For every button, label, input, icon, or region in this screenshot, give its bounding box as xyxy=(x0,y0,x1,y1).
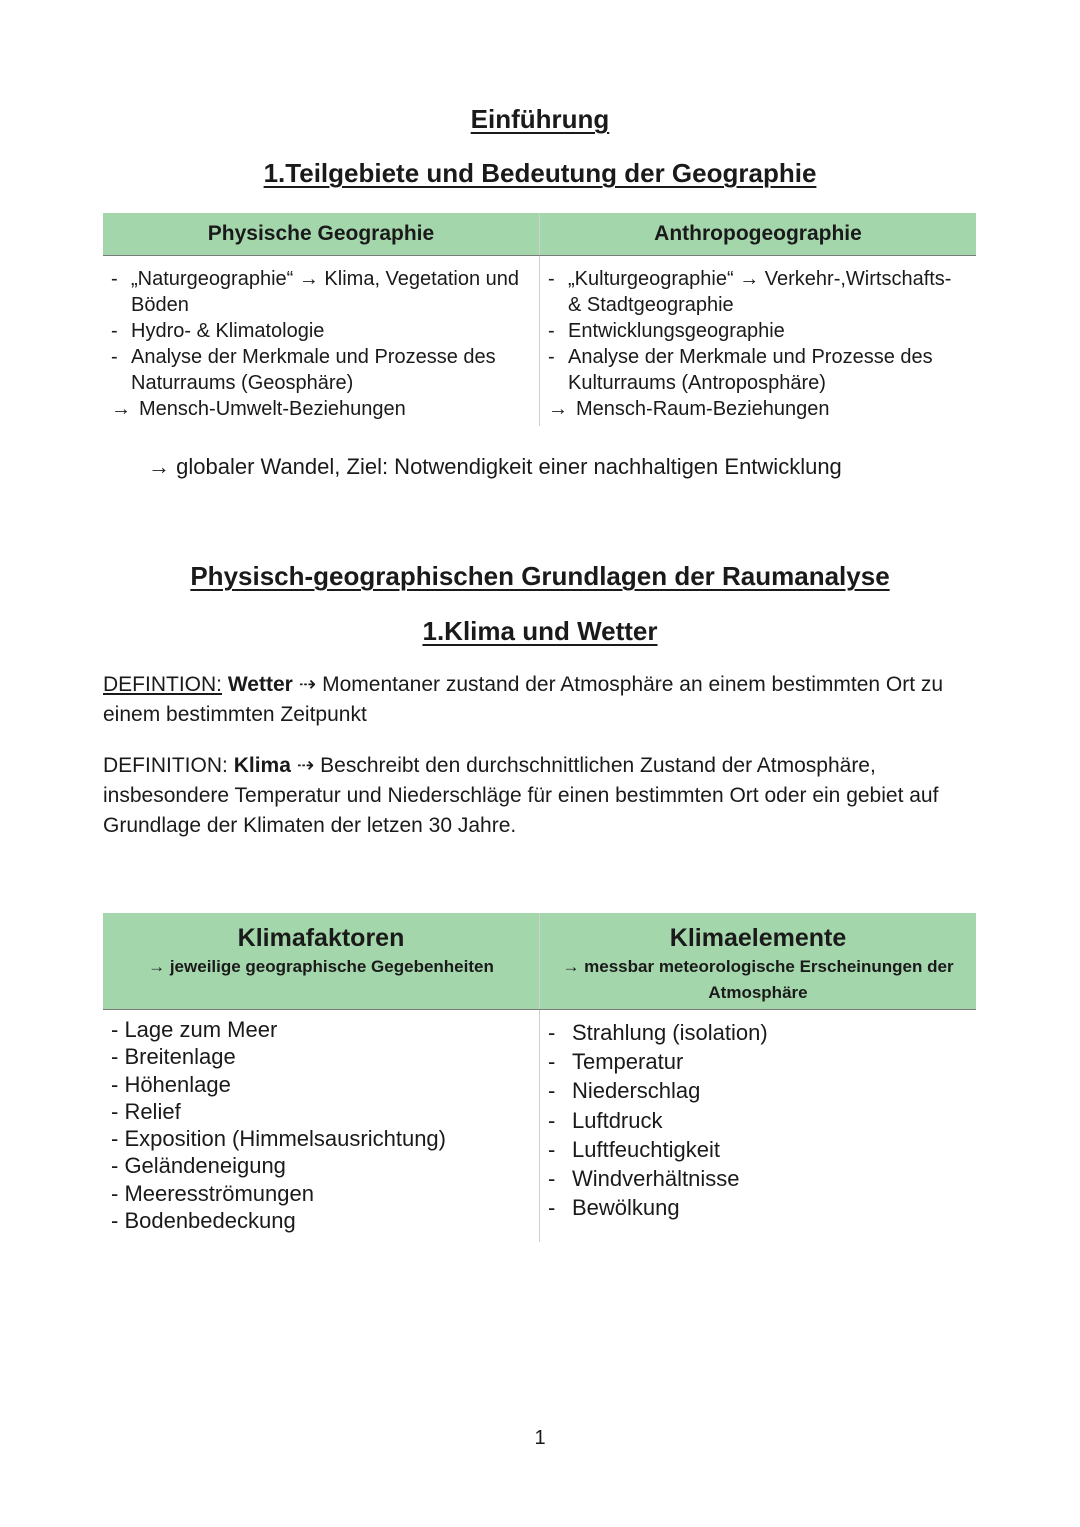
list-marker: - xyxy=(548,1166,556,1192)
anthropogeographie-cell xyxy=(540,256,977,427)
geography-branches-table xyxy=(103,213,976,426)
list-item-text: Analyse der Merkmale und Prozesse des Kulturraums (Antroposphäre) xyxy=(568,346,933,394)
list-item-text: „Naturgeographie“ → Klima, Vegetation und Böden xyxy=(131,268,520,316)
list-item-text: Temperatur xyxy=(572,1049,684,1075)
list-marker: - xyxy=(548,346,555,368)
page-title: Einführung xyxy=(470,104,610,134)
definition-klima xyxy=(103,751,983,841)
list-item xyxy=(548,1018,968,1047)
section-heading-raumanalyse: Physisch-geographischen Grundlagen der Raumanalyse xyxy=(190,561,890,591)
list-marker: - xyxy=(548,1195,556,1221)
list-item-text: Niederschlag xyxy=(572,1078,701,1104)
anthropogeographie-list xyxy=(540,256,976,426)
table-header-klimafaktoren xyxy=(103,913,540,1010)
list-item xyxy=(111,318,531,344)
table-header-anthropogeographie: Anthropogeographie xyxy=(540,213,977,256)
list-item xyxy=(548,1106,968,1135)
physische-geographie-cell xyxy=(103,256,540,427)
list-item xyxy=(548,1047,968,1076)
list-item-text: Luftfeuchtigkeit xyxy=(572,1136,720,1162)
list-item: - Bodenbedeckung xyxy=(111,1208,296,1234)
list-marker: - xyxy=(548,1136,556,1162)
definition-wetter xyxy=(103,670,983,730)
list-marker: - xyxy=(548,1078,556,1104)
list-marker: - xyxy=(111,346,118,368)
list-item xyxy=(548,1135,968,1164)
dotted-arrow-icon: ⇢ xyxy=(298,673,317,696)
arrow-icon: → xyxy=(111,398,131,420)
table-header-physische-geographie: Physische Geographie xyxy=(103,213,540,256)
list-item-text: Hydro- & Klimatologie xyxy=(131,320,325,342)
list-marker: - xyxy=(548,268,555,290)
list-item xyxy=(548,266,968,318)
list-item-text: Luftdruck xyxy=(572,1107,663,1133)
definition-text: Momentaner zustand der Atmosphäre an einem bestimmten Ort zu einem bestimmten Zeitpunkt xyxy=(103,673,944,726)
list-item-text: Mensch-Raum-Beziehungen xyxy=(576,398,830,420)
list-marker: - xyxy=(548,1049,556,1075)
list-item-text: Entwicklungsgeographie xyxy=(568,320,785,342)
list-item xyxy=(111,344,531,396)
klimafaktoren-list xyxy=(103,1010,539,1238)
global-change-note: → globaler Wandel, Ziel: Notwendigkeit einer nachhaltigen Entwicklung xyxy=(148,454,842,479)
climate-table xyxy=(103,913,976,1242)
klimaelemente-list xyxy=(540,1010,976,1226)
list-marker: - xyxy=(111,320,118,342)
list-item xyxy=(548,318,968,344)
section-heading-teilgebiete: 1.Teilgebiete und Bedeutung der Geographie xyxy=(263,158,817,188)
definition-label: DEFINTION: xyxy=(103,673,222,696)
list-item xyxy=(548,1193,968,1222)
klimafaktoren-subtitle: → jeweilige geographische Gegebenheiten xyxy=(148,957,494,976)
list-item: - Relief xyxy=(111,1098,181,1124)
list-item xyxy=(548,1164,968,1193)
list-item xyxy=(548,396,968,422)
arrow-icon: → xyxy=(548,398,568,420)
list-item: - Lage zum Meer xyxy=(111,1017,278,1042)
list-item-text: Bewölkung xyxy=(572,1195,680,1221)
physische-geographie-list xyxy=(103,256,539,426)
list-item-text: Mensch-Umwelt-Beziehungen xyxy=(139,398,406,420)
definition-term: Wetter xyxy=(227,673,293,696)
list-item: - Geländeneigung xyxy=(111,1153,286,1179)
definition-label: DEFINITION: xyxy=(103,754,228,777)
list-item-text: Strahlung (isolation) xyxy=(572,1020,768,1045)
list-item: - Meeresströmungen xyxy=(111,1180,314,1206)
definition-text: Beschreibt den durchschnittlichen Zustand der Atmosphäre, insbesondere Temperatur und Niederschläge für einen bestimmten Ort oder ein gebiet auf Grundlage der Klimaten der letzen 30 Jahre. xyxy=(103,754,939,837)
list-item-text: „Kulturgeographie“ → Verkehr-,Wirtschafts- & Stadtgeographie xyxy=(568,268,952,316)
klimaelemente-subtitle: → messbar meteorologische Erscheinungen der Atmosphäre xyxy=(562,957,954,1002)
klimaelemente-cell xyxy=(540,1010,977,1243)
list-marker: - xyxy=(548,320,555,342)
list-marker: - xyxy=(548,1107,556,1133)
list-item xyxy=(548,1076,968,1105)
list-item-text: Analyse der Merkmale und Prozesse des Naturraums (Geosphäre) xyxy=(131,346,496,394)
list-marker: - xyxy=(111,268,118,290)
page-number: 1 xyxy=(534,1427,546,1449)
definition-term: Klima xyxy=(233,754,291,777)
klimafaktoren-title: Klimafaktoren xyxy=(237,924,405,952)
list-item: - Breitenlage xyxy=(111,1044,236,1070)
list-item xyxy=(548,344,968,396)
list-item: - Höhenlage xyxy=(111,1071,231,1097)
dotted-arrow-icon: ⇢ xyxy=(296,754,315,777)
table-header-klimaelemente xyxy=(540,913,977,1010)
section-heading-klima-wetter: 1.Klima und Wetter xyxy=(422,616,658,646)
klimafaktoren-cell xyxy=(103,1010,540,1243)
list-marker: - xyxy=(548,1020,556,1045)
list-item xyxy=(111,396,531,422)
klimaelemente-title: Klimaelemente xyxy=(669,924,847,952)
list-item: - Exposition (Himmelsausrichtung) xyxy=(111,1126,446,1152)
list-item xyxy=(111,266,531,318)
list-item-text: Windverhältnisse xyxy=(572,1166,740,1192)
